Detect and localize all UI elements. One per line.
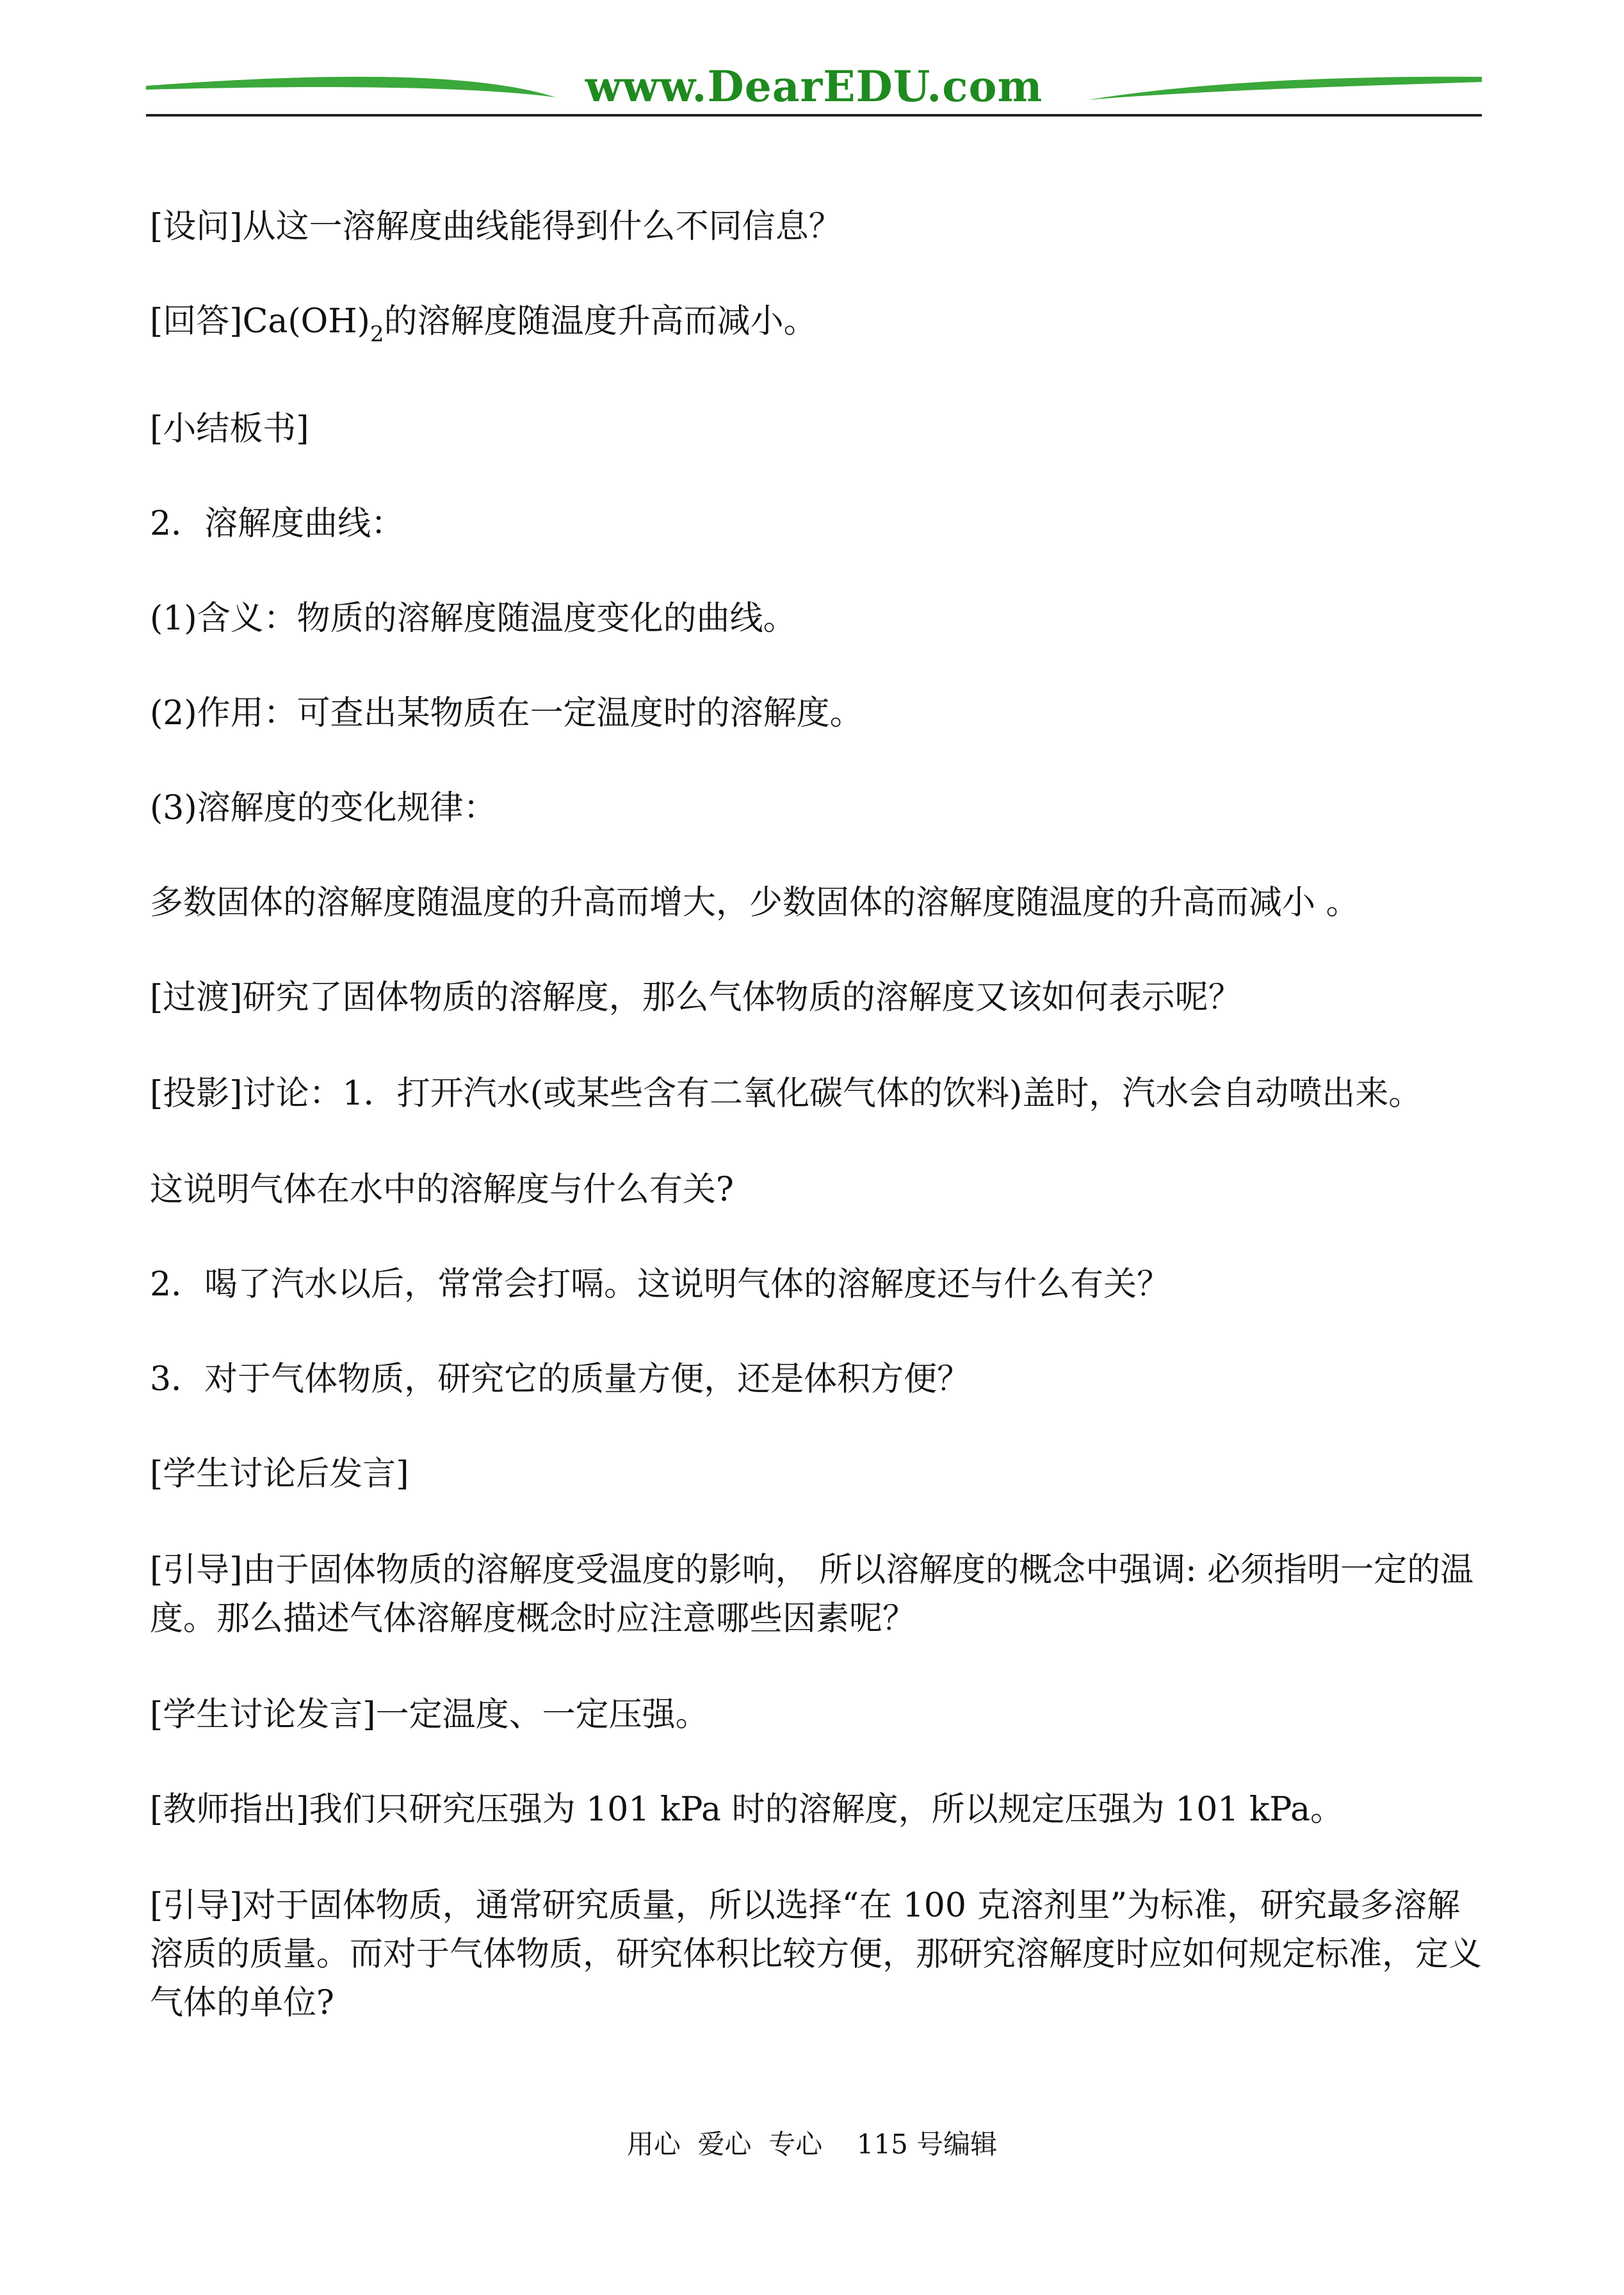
paragraph-guide-1: [引导]由于固体物质的溶解度受温度的影响， 所以溶解度的概念中强调: 必须指明一定的温度。那么描述气体溶解度概念时应注意哪些因素呢？ bbox=[150, 1551, 1474, 1638]
site-brand[interactable]: www.DearEDU.com bbox=[585, 61, 1043, 111]
paragraph-student-speech: [学生讨论后发言] bbox=[150, 1455, 409, 1493]
paragraph-question: [设问]从这一溶解度曲线能得到什么不同信息？ bbox=[150, 207, 842, 246]
paragraph-teacher-note: [教师指出]我们只研究压强为 101 kPa 时的溶解度，所以规定压强为 101 kPa。 bbox=[150, 1790, 1344, 1829]
answer-prefix: [回答]Ca(OH) bbox=[150, 302, 370, 341]
paragraph-student-answer: [学生讨论发言]一定温度、一定压强。 bbox=[150, 1696, 709, 1734]
paragraph-pattern-heading: (3)溶解度的变化规律： bbox=[150, 789, 497, 827]
paragraph-guide-2: [引导]对于固体物质，通常研究质量，所以选择“在 100 克溶剂里”为标准，研究最多溶解溶质的质量。而对于气体物质，研究体积比较方便，那研究溶解度时应如何规定标准，定义气体的单位? bbox=[150, 1886, 1482, 2022]
paragraph-transition: [过渡]研究了固体物质的溶解度，那么气体物质的溶解度又该如何表示呢？ bbox=[150, 978, 1242, 1017]
answer-suffix: 的溶解度随温度升高而减小。 bbox=[384, 302, 817, 341]
lesson-content bbox=[150, 204, 1488, 2076]
site-header-banner bbox=[146, 59, 1482, 123]
paragraph-function: (2)作用：可查出某物质在一定温度时的溶解度。 bbox=[150, 694, 863, 733]
page-footer: 用心 爱心 专心 115 号编辑 bbox=[626, 2129, 998, 2160]
paragraph-solubility-curve: 2．溶解度曲线： bbox=[150, 505, 405, 543]
paragraph-pattern: 多数固体的溶解度随温度的升高而增大，少数固体的溶解度随温度的升高而减小 。 bbox=[150, 884, 1360, 922]
paragraph-meaning: (1)含义：物质的溶解度随温度变化的曲线。 bbox=[150, 599, 797, 638]
paragraph-answer bbox=[150, 298, 1488, 357]
paragraph-discussion-2: 2．喝了汽水以后，常常会打嗝。这说明气体的溶解度还与什么有关？ bbox=[150, 1265, 1171, 1304]
paragraph-discussion-3: 3．对于气体物质，研究它的质量方便，还是体积方便？ bbox=[150, 1360, 971, 1399]
answer-subscript: 2 bbox=[369, 321, 384, 347]
paragraph-discussion-1: 这说明气体在水中的溶解度与什么有关? bbox=[150, 1171, 734, 1209]
paragraph-summary-heading: [小结板书] bbox=[150, 410, 309, 448]
paragraph-projection: [投影]讨论：1．打开汽水(或某些含有二氧化碳气体的饮料)盖时，汽水会自动喷出来。 bbox=[150, 1075, 1422, 1113]
